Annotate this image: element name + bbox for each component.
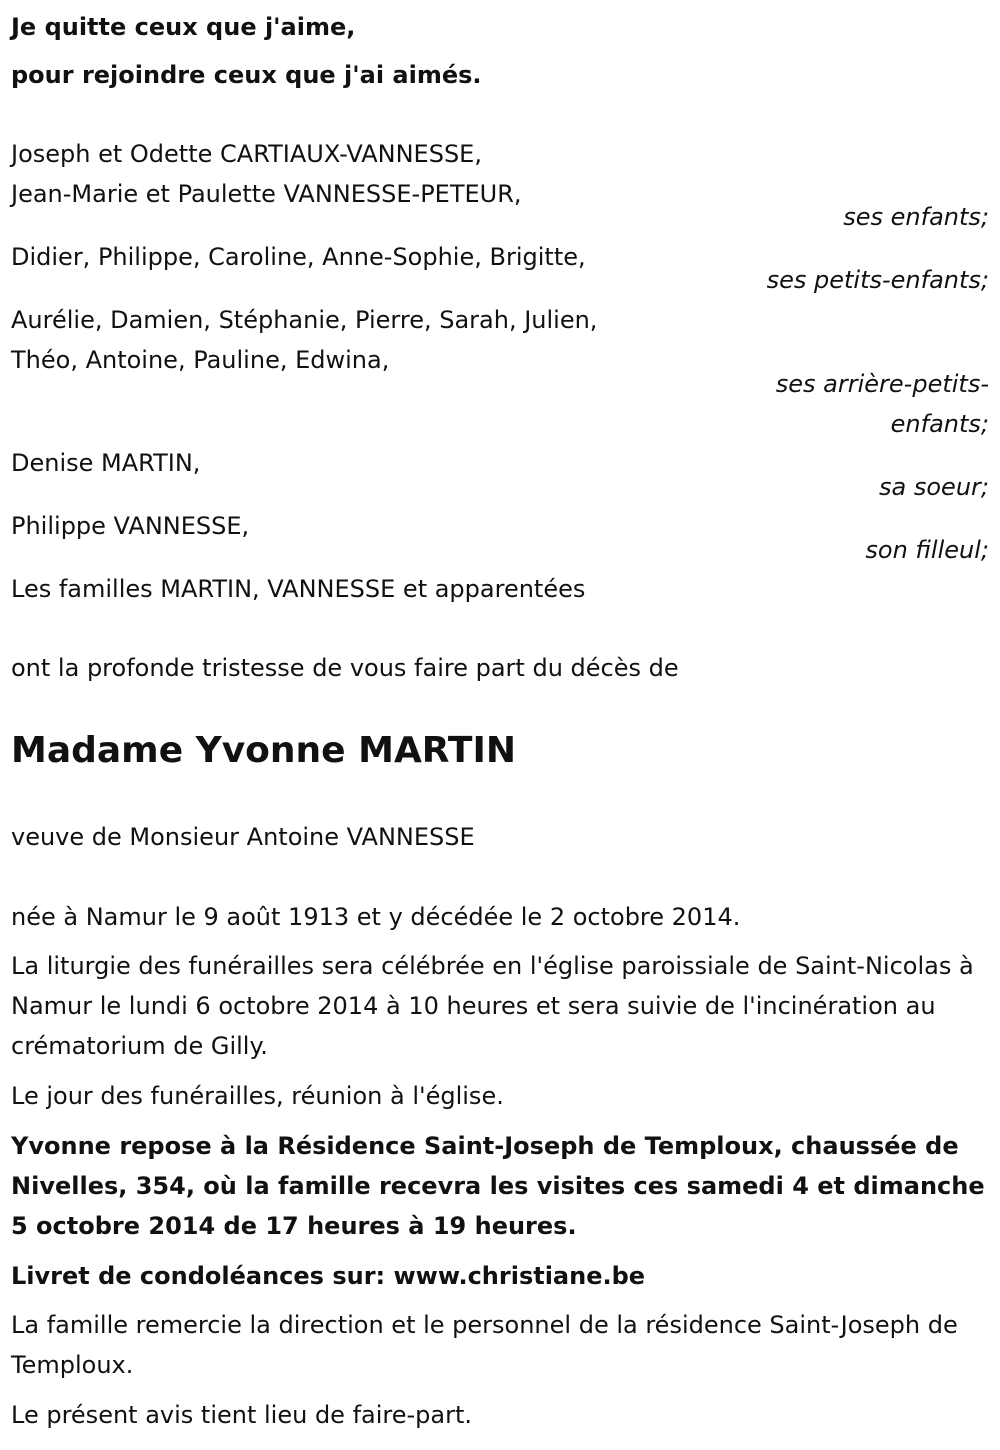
deceased-name: Madame Yvonne MARTIN xyxy=(11,730,516,771)
visits: Yvonne repose à la Résidence Saint-Joseph de Temploux, chaussée de Nivelles, 354, où la famille recevra les visites ces samedi 4 et dimanche 5 octobre 2014 de 17 heures à 19 heures. xyxy=(11,1132,985,1240)
birth-death: née à Namur le 9 août 1913 et y décédée le 2 octobre 2014. xyxy=(11,903,741,931)
epigraph-line-2: pour rejoindre ceux que j'ai aimés. xyxy=(11,61,482,89)
families-line: Les familles MARTIN, VANNESSE et apparentées xyxy=(11,575,586,603)
sister-line: Denise MARTIN, xyxy=(11,449,201,477)
children-line-1: Joseph et Odette CARTIAUX-VANNESSE, xyxy=(11,140,482,168)
thanks: La famille remercie la direction et le personnel de la résidence Saint-Joseph de Temploux. xyxy=(11,1311,958,1379)
great-grandchildren-role-line-2: enfants; xyxy=(890,410,989,438)
children-line-2: Jean-Marie et Paulette VANNESSE-PETEUR, xyxy=(11,180,522,208)
condolences: Livret de condoléances sur: www.christiane.be xyxy=(11,1262,646,1290)
meeting: Le jour des funérailles, réunion à l'église. xyxy=(11,1082,504,1110)
liturgy: La liturgie des funérailles sera célébrée en l'église paroissiale de Saint-Nicolas à Namur le lundi 6 octobre 2014 à 10 heures et sera suivie de l'incinération au crématorium de Gilly. xyxy=(11,952,974,1060)
godson-line: Philippe VANNESSE, xyxy=(11,512,250,540)
widow-of: veuve de Monsieur Antoine VANNESSE xyxy=(11,823,475,851)
grandchildren-role: ses petits-enfants; xyxy=(766,266,989,294)
sister-role: sa soeur; xyxy=(879,473,989,501)
great-grandchildren-line-1: Aurélie, Damien, Stéphanie, Pierre, Sarah, Julien, xyxy=(11,306,598,334)
godson-role: son filleul; xyxy=(865,536,989,564)
announcement: ont la profonde tristesse de vous faire part du décès de xyxy=(11,654,679,682)
grandchildren-line: Didier, Philippe, Caroline, Anne-Sophie, Brigitte, xyxy=(11,243,586,271)
children-role: ses enfants; xyxy=(843,203,989,231)
great-grandchildren-line-2: Théo, Antoine, Pauline, Edwina, xyxy=(11,346,390,374)
notice: Le présent avis tient lieu de faire-part. xyxy=(11,1401,473,1429)
epigraph-line-1: Je quitte ceux que j'aime, xyxy=(11,13,356,41)
great-grandchildren-role-line-1: ses arrière-petits- xyxy=(775,370,989,398)
